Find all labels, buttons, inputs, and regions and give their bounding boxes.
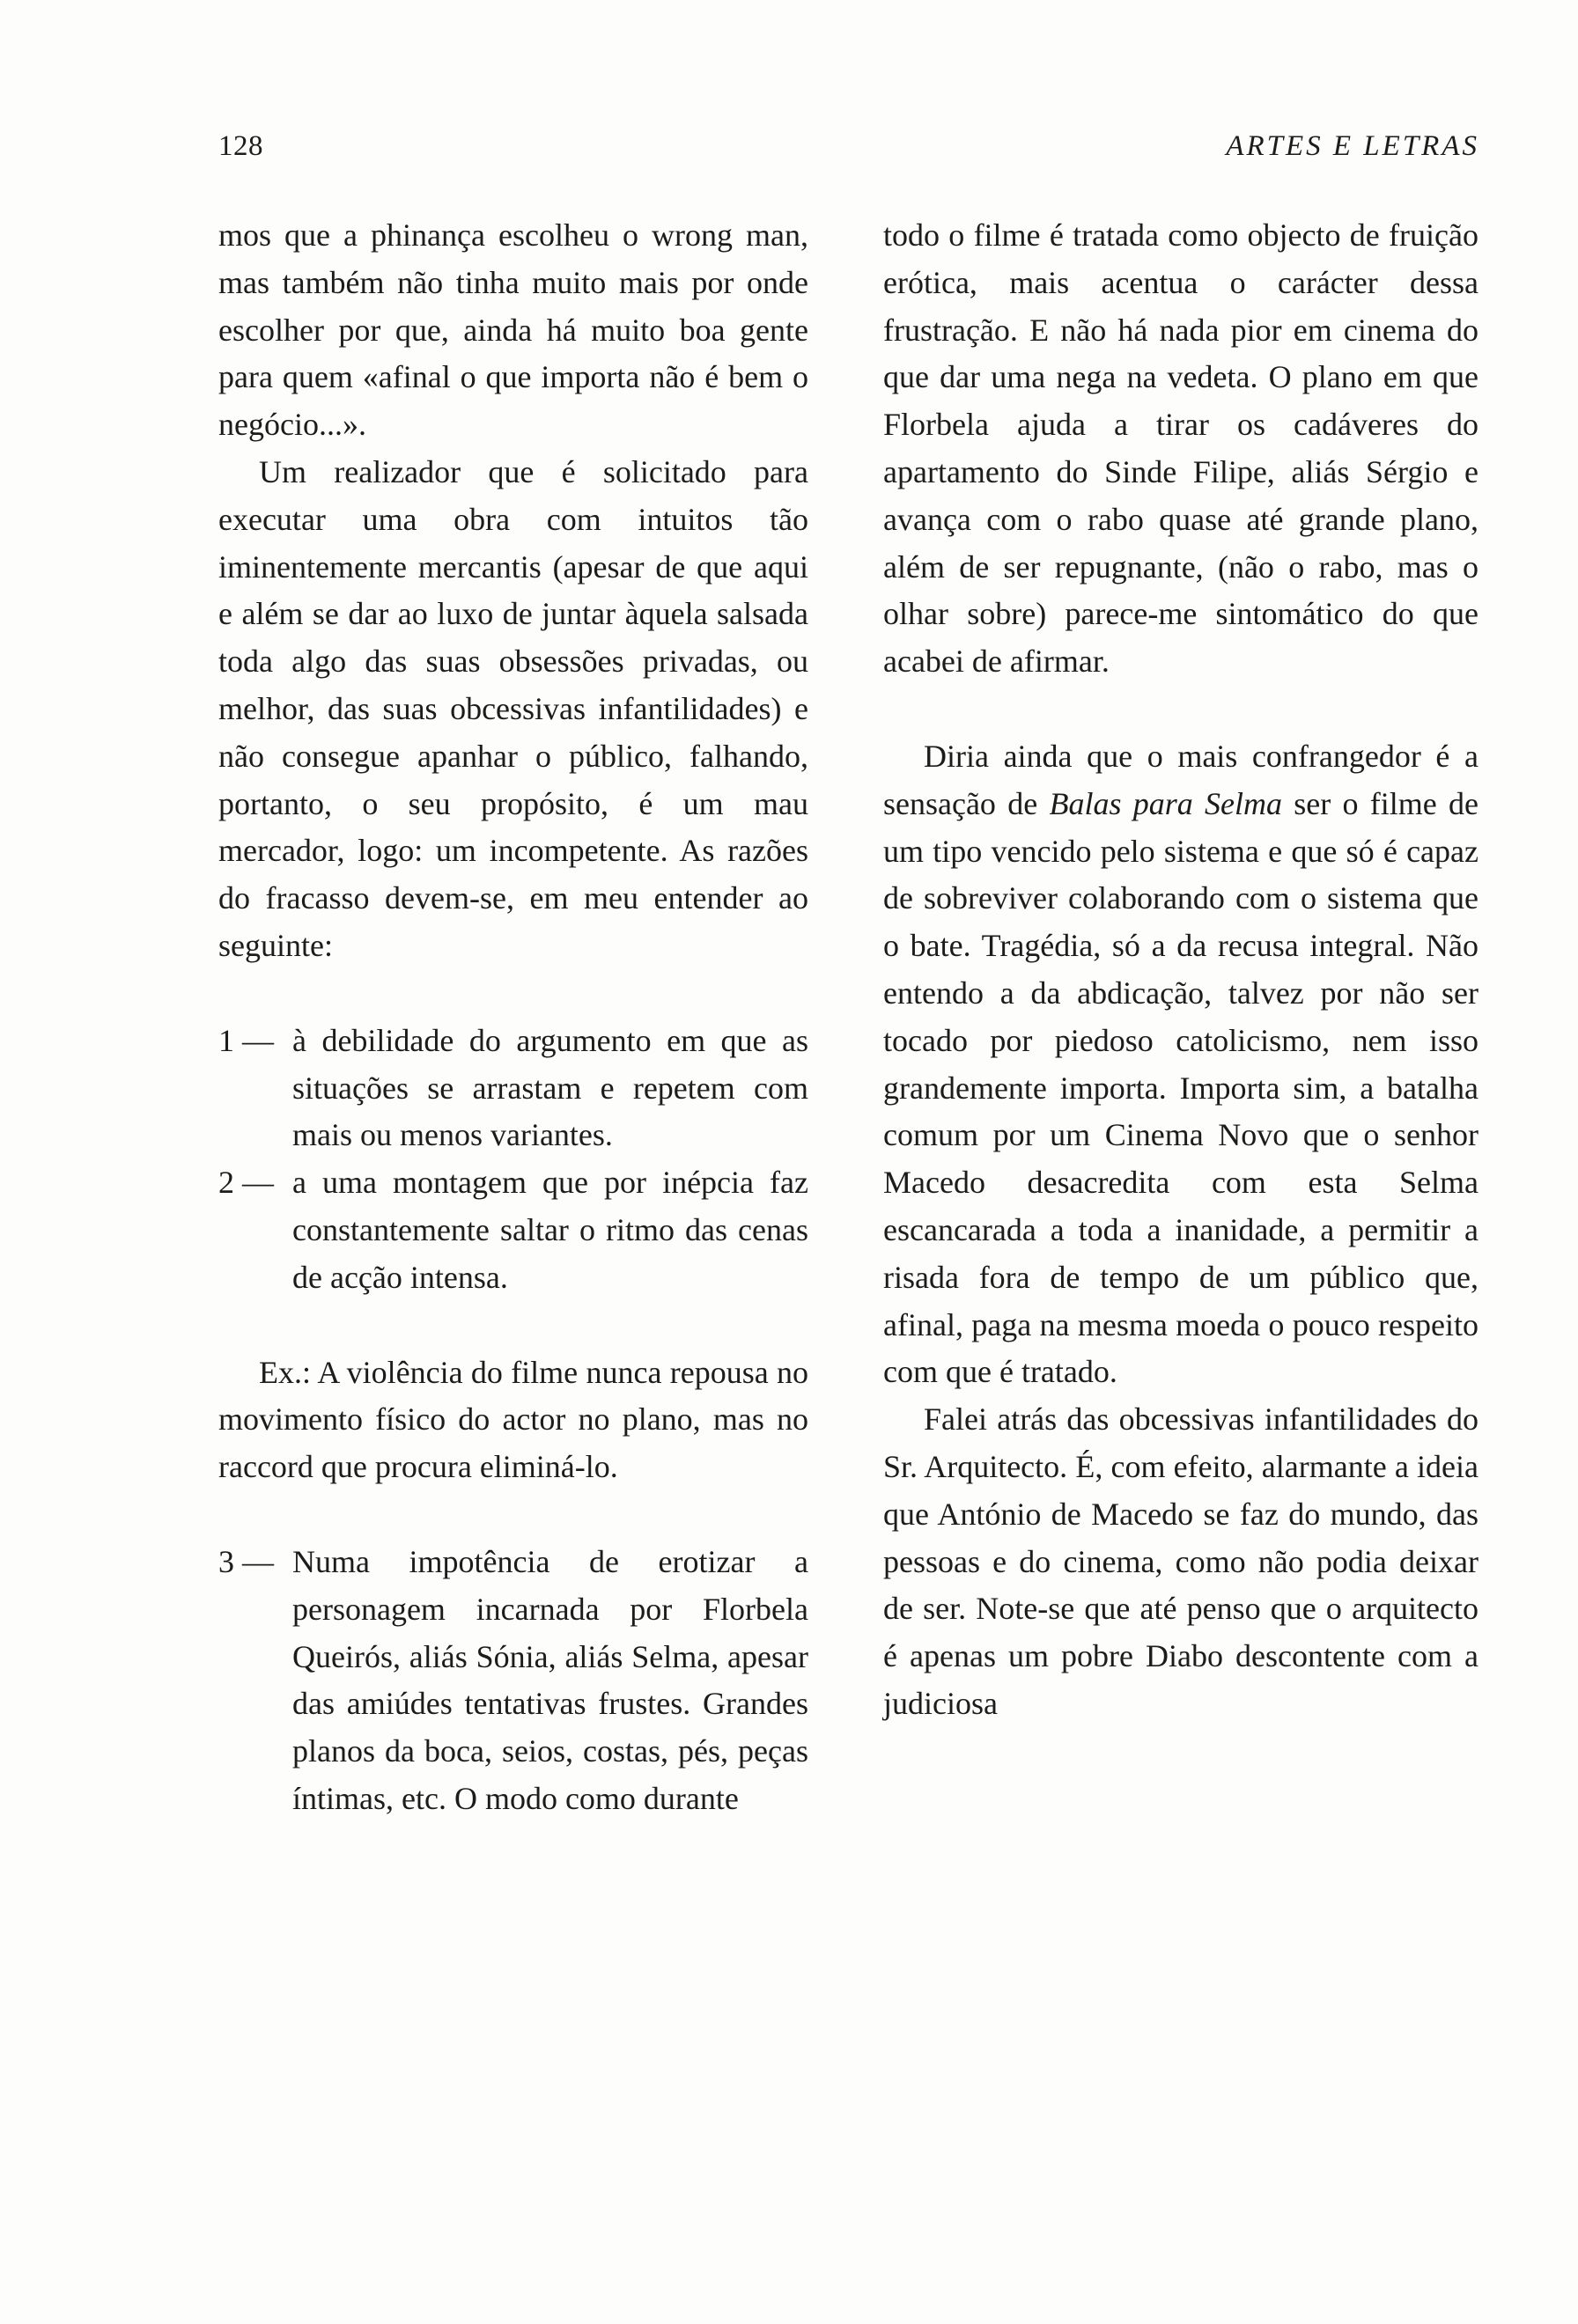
list-item-text: a uma montagem que por inépcia faz constantemente saltar o ritmo das cenas de acção intensa.	[292, 1165, 808, 1295]
list-item-1	[218, 1018, 808, 1159]
page-number: 128	[218, 130, 263, 162]
paragraph	[883, 733, 1478, 1396]
list-item-2	[218, 1159, 808, 1301]
paragraph-continuation: mos que a phinança escolheu o wrong man, mas também não tinha muito mais por onde escolher por que, ainda há muito boa gente para quem «afinal o que importa não é bem o negócio...».	[218, 217, 808, 443]
example-paragraph: Ex.: A violência do filme nunca repousa no movimento físico do actor no plano, mas no raccord que procura eliminá-lo.	[218, 1354, 808, 1485]
left-column	[218, 212, 808, 1823]
paragraph: Falei atrás das obcessivas infantilidades do Sr. Arquitecto. É, com efeito, alarmante a ideia que António de Macedo se faz do mundo, das pessoas e do cinema, como não podia deixar de ser. Note-se que até penso que o arquitecto é apenas um pobre Diabo descontente com a judiciosa	[883, 1401, 1478, 1721]
list-marker: 1 —	[218, 1022, 274, 1058]
paragraph-text: ser o filme de um tipo vencido pelo sistema e que só é capaz de sobreviver colaborando com o sistema que o bate. Tragédia, só a da recusa integral. Não entendo a da abdicação, talvez por não ser tocado por piedoso catolicismo, nem isso grandemente importa. Importa sim, a batalha comum por um Cinema Novo que o senhor Macedo desacredita com esta Selma escancarada a toda a inanidade, a permitir a risada fora de tempo de um público que, afinal, paga na mesma moeda o pouco respeito com que é tratado.	[883, 785, 1478, 1390]
running-title: ARTES E LETRAS	[1226, 130, 1479, 162]
list-marker: 3 —	[218, 1543, 274, 1579]
paragraph: Um realizador que é solicitado para executar uma obra com intuitos tão iminentemente mercantis (apesar de que aqui e além se dar ao luxo de juntar àquela salsada toda algo das suas obsessões privadas, ou melhor, das suas obcessivas infantilidades) e não consegue apanhar o público, falhando, portanto, o seu propósito, é um mau mercador, logo: um incompetente. As razões do fracasso devem-se, em meu entender ao seguinte:	[218, 453, 808, 963]
list-marker: 2 —	[218, 1165, 274, 1201]
film-title: Balas para Selma	[1049, 785, 1282, 821]
list-item-3	[218, 1539, 808, 1823]
paragraph-continuation: todo o filme é tratada como objecto de fruição erótica, mais acentua o carácter dessa frustração. E não há nada pior em cinema do que dar uma nega na vedeta. O plano em que Florbela ajuda a tirar os cadáveres do apartamento do Sinde Filipe, aliás Sérgio e avança com o rabo quase até grande plano, além de ser repugnante, (não o rabo, mas o olhar sobre) parece-me sintomático do que acabei de afirmar.	[883, 217, 1478, 680]
list-item-text: à debilidade do argumento em que as situações se arrastam e repetem com mais ou menos variantes.	[292, 1022, 808, 1153]
list-item-text: Numa impotência de erotizar a personagem incarnada por Florbela Queirós, aliás Sónia, aliás Selma, apesar das amiúdes tentativas frustes. Grandes planos da boca, seios, costas, pés, peças íntimas, etc. O modo como durante	[292, 1543, 808, 1816]
paragraph-text: Diria ainda que o mais confrangedor é a sensação de	[883, 738, 1478, 821]
right-column	[883, 212, 1478, 1728]
